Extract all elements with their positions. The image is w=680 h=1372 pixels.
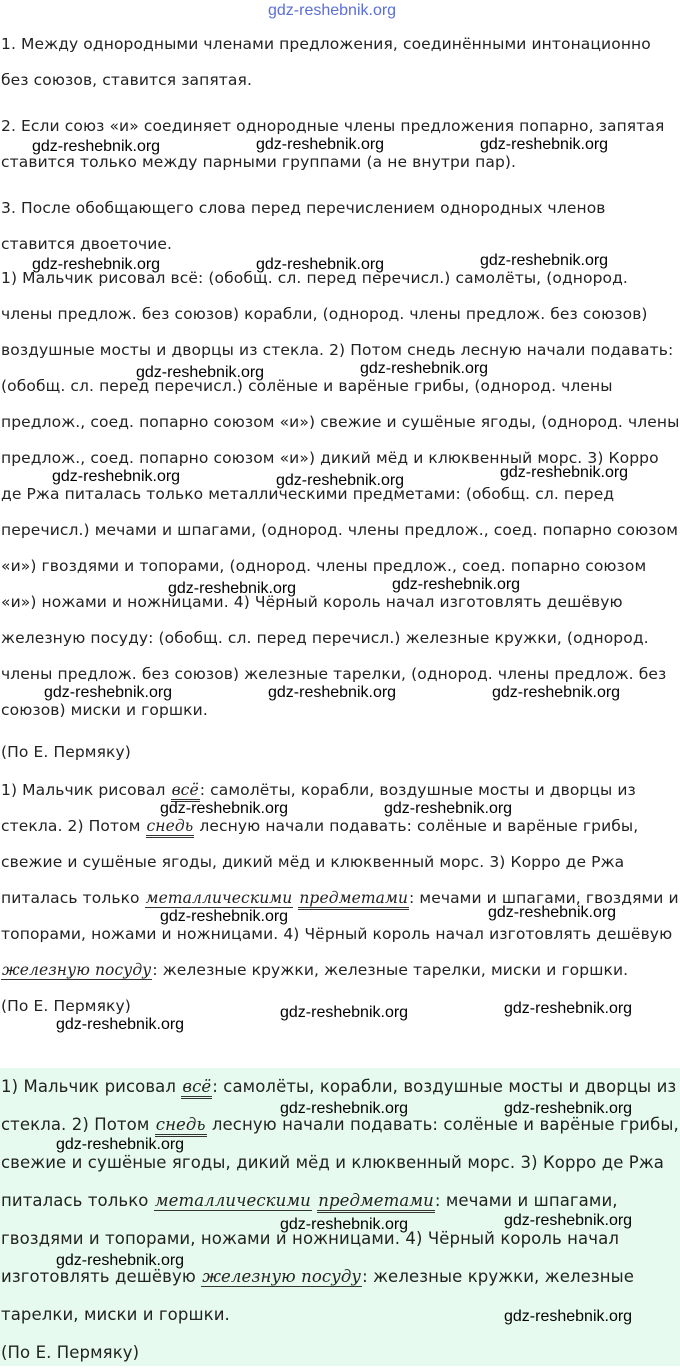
answer-2-word-4: железную посуду: [202, 1267, 362, 1286]
answer-1-s1a: 1) Мальчик рисовал: [1, 781, 171, 799]
watermark: gdz-reshebnik.org: [280, 1004, 409, 1021]
answer-2-subject-1: всё: [181, 1077, 212, 1099]
answer-1-subject-1: всё: [171, 781, 200, 802]
watermark: gdz-reshebnik.org: [504, 1212, 633, 1229]
answer-2-subject-2: снедь: [155, 1115, 207, 1137]
answer-2-word-3a: металлическими: [154, 1191, 311, 1210]
watermark: gdz-reshebnik.org: [32, 138, 161, 155]
watermark: gdz-reshebnik.org: [360, 360, 489, 377]
rule-2: 2. Если союз «и» соединяет однородные члены предложения попарно, запятая ставится только между парными группами (а не внутри пар).: [1, 117, 665, 171]
watermark: gdz-reshebnik.org: [280, 1216, 409, 1233]
rule-3: 3. После обобщающего слова перед перечислением однородных членов ставится двоеточие.: [1, 199, 606, 253]
answer-1-subject-2: снедь: [146, 817, 195, 838]
answer-1-s2b: лесную начали подавать: солёные и варёные грибы, свежие и сушёные ягоды, дикий мёд и клюквенный морс. 3) Корро де Ржа питалась только: [1, 817, 639, 907]
watermark: gdz-reshebnik.org: [56, 1016, 185, 1033]
watermark: gdz-reshebnik.org: [392, 576, 521, 593]
answer-1-word-3b: предметами: [298, 889, 409, 910]
watermark: gdz-reshebnik.org: [168, 580, 297, 597]
answer-1-word-3a: металлическими: [145, 889, 293, 907]
watermark: gdz-reshebnik.org: [56, 1252, 185, 1269]
answer-2-s2b: лесную начали подавать: солёные и варёные грибы, свежие и сушёные ягоды, дикий мёд и клюквенный морс. 3) Корро де Ржа питалась только: [1, 1115, 679, 1210]
rule-1: 1. Между однородными членами предложения, соединёнными интонационно без союзов, ставится запятая.: [1, 35, 651, 89]
watermark: gdz-reshebnik.org: [256, 136, 385, 153]
answer-2-source: (По Е. Пермяку): [1, 1343, 140, 1362]
analysis-text: 1) Мальчик рисовал всё: (обобщ. сл. перед перечисл.) самолёты, (однород. члены предлож. без союзов) корабли, (однород. члены предлож. без союзов) воздушные мосты и дворцы из стекла. 2) Потом снедь лесную начали подавать: (обобщ. сл. перед перечисл.) солёные и варёные грибы, (однород. члены предлож., соед. попарно союзом «и») свежие и сушёные ягоды, (однород. члены предлож., соед. попарно союзом «и») дикий мёд и клюквенный морс. 3) Корро де Ржа питалась только металлическими предметами: (обобщ. сл. перед перечисл.) мечами и шпагами, (однород. члены предлож., соед. попарно союзом «и») гвоздями и топорами, (однород. члены предлож., соед. попарно союзом «и») ножами и ножницами. 4) Чёрный король начал изготовлять дешёвую железную посуду: (обобщ. сл. перед перечисл.) железные кружки, (однород. члены предлож. без союзов) железные тарелки, (однород. члены предлож. без союзов) миски и горшки.: [1, 269, 680, 719]
answer-1-word-4: железную посуду: [2, 961, 152, 979]
answer-1-source: (По Е. Пермяку): [1, 997, 131, 1015]
watermark: gdz-reshebnik.org: [480, 136, 609, 153]
watermark: gdz-reshebnik.org: [492, 684, 621, 701]
watermark: gdz-reshebnik.org: [256, 256, 385, 273]
answer-1-s3b: : мечами и шпагами, гвоздями и топорами, ножами и ножницами. 4) Чёрный король начал изготовлять дешёвую: [1, 889, 679, 943]
watermark: gdz-reshebnik.org: [136, 364, 265, 381]
watermark: gdz-reshebnik.org: [56, 1136, 185, 1153]
answer-block-1: [0, 772, 680, 1024]
watermark: gdz-reshebnik.org: [488, 904, 617, 921]
answer-2-word-3b: предметами: [317, 1191, 435, 1213]
analysis-source: (По Е. Пермяку): [1, 743, 131, 761]
watermark: gdz-reshebnik.org: [504, 1308, 633, 1325]
answer-1-s4b: : железные кружки, железные тарелки, миски и горшки.: [152, 961, 629, 979]
watermark: gdz-reshebnik.org: [500, 464, 629, 481]
watermark: gdz-reshebnik.org: [504, 1100, 633, 1117]
watermark: gdz-reshebnik.org: [44, 684, 173, 701]
watermark: gdz-reshebnik.org: [268, 684, 397, 701]
watermark: gdz-reshebnik.org: [52, 468, 181, 485]
answer-2-s1b: : самолёты, корабли, воздушные мосты и дворцы из стекла. 2) Потом: [1, 1077, 677, 1134]
watermark: gdz-reshebnik.org: [160, 908, 289, 925]
watermark: gdz-reshebnik.org: [504, 1000, 633, 1017]
answer-2-s1a: 1) Мальчик рисовал: [1, 1077, 182, 1096]
answer-2-s4b: : железные кружки, железные тарелки, миски и горшки.: [1, 1267, 634, 1324]
answer-1-s1b: : самолёты, корабли, воздушные мосты и дворцы из стекла. 2) Потом: [1, 781, 636, 835]
answer-2-s3b: : мечами и шпагами, гвоздями и топорами, ножами и ножницами. 4) Чёрный король начал изготовлять дешёвую: [1, 1191, 619, 1286]
watermark: gdz-reshebnik.org: [276, 472, 405, 489]
watermark-top: gdz-reshebnik.org: [268, 2, 397, 19]
watermark: gdz-reshebnik.org: [280, 1100, 409, 1117]
watermark: gdz-reshebnik.org: [160, 800, 289, 817]
watermark: gdz-reshebnik.org: [384, 800, 513, 817]
watermark: gdz-reshebnik.org: [480, 252, 609, 269]
answer-1-text: [1, 772, 680, 988]
watermark: gdz-reshebnik.org: [32, 256, 161, 273]
